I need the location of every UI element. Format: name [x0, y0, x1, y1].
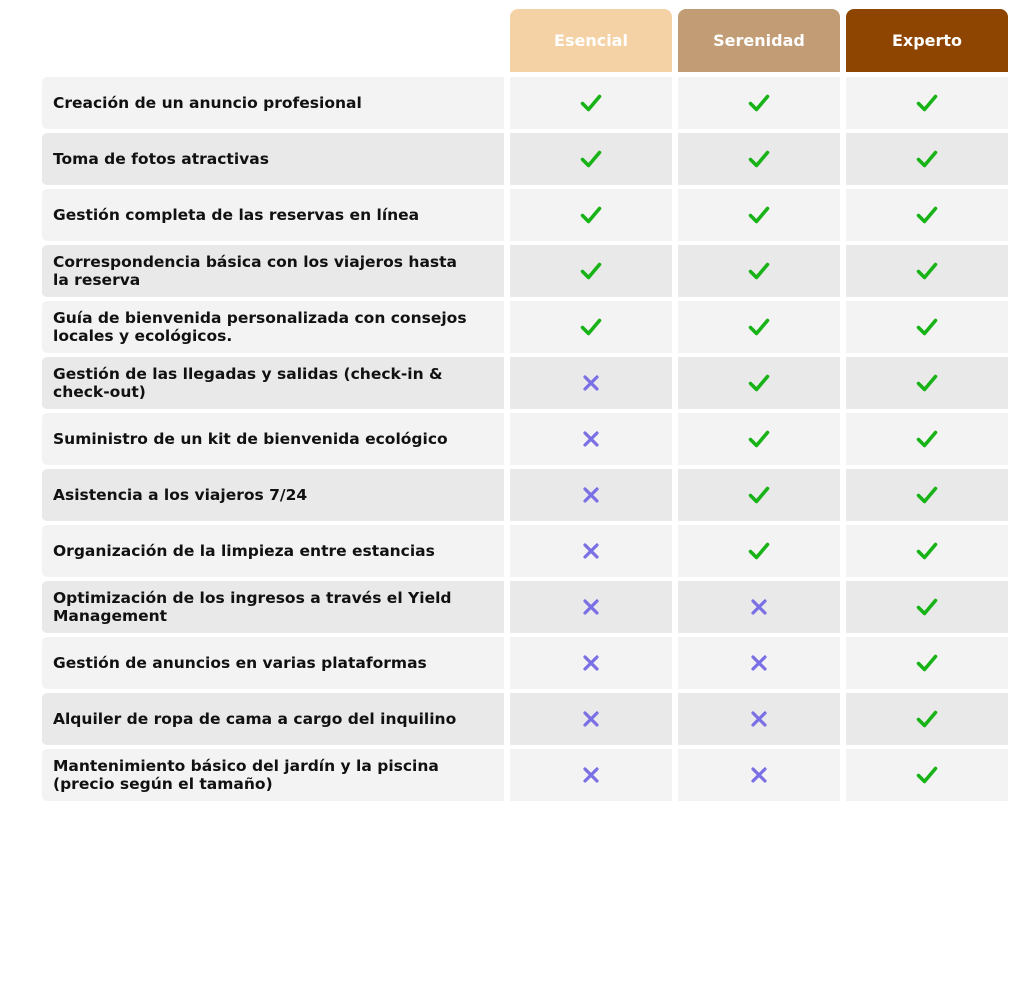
- check-icon: [916, 373, 938, 393]
- cell-esencial: [510, 469, 672, 521]
- cell-experto: [846, 469, 1008, 521]
- check-icon: [748, 429, 770, 449]
- cross-icon: [582, 710, 600, 728]
- cross-icon: [582, 654, 600, 672]
- check-icon: [916, 541, 938, 561]
- plan-header-esencial: Esencial: [510, 9, 672, 72]
- check-icon: [748, 317, 770, 337]
- cell-serenidad: [678, 245, 840, 297]
- table-row: [42, 693, 1008, 745]
- cross-icon: [750, 766, 768, 784]
- cell-experto: [846, 301, 1008, 353]
- cross-icon: [750, 710, 768, 728]
- check-icon: [748, 93, 770, 113]
- check-icon: [916, 429, 938, 449]
- cell-esencial: [510, 189, 672, 241]
- cross-icon: [582, 374, 600, 392]
- cross-icon: [582, 486, 600, 504]
- table-row: [42, 77, 1008, 129]
- cell-serenidad: [678, 469, 840, 521]
- feature-label: Alquiler de ropa de cama a cargo del inquilino: [42, 693, 504, 745]
- check-icon: [748, 149, 770, 169]
- cell-serenidad: [678, 301, 840, 353]
- cell-experto: [846, 525, 1008, 577]
- cross-icon: [582, 542, 600, 560]
- check-icon: [916, 765, 938, 785]
- feature-label: Organización de la limpieza entre estancias: [42, 525, 504, 577]
- cross-icon: [750, 654, 768, 672]
- cross-icon: [582, 766, 600, 784]
- cell-experto: [846, 749, 1008, 801]
- check-icon: [916, 149, 938, 169]
- comparison-table: [42, 9, 1008, 805]
- check-icon: [916, 709, 938, 729]
- cell-experto: [846, 413, 1008, 465]
- cell-serenidad: [678, 357, 840, 409]
- check-icon: [916, 653, 938, 673]
- cell-experto: [846, 133, 1008, 185]
- feature-rows: [42, 77, 1008, 801]
- cell-esencial: [510, 77, 672, 129]
- check-icon: [580, 93, 602, 113]
- cell-serenidad: [678, 189, 840, 241]
- cell-esencial: [510, 413, 672, 465]
- table-row: [42, 189, 1008, 241]
- cross-icon: [750, 598, 768, 616]
- cell-esencial: [510, 525, 672, 577]
- plan-header-experto: Experto: [846, 9, 1008, 72]
- table-row: [42, 749, 1008, 801]
- cell-experto: [846, 245, 1008, 297]
- table-row: [42, 525, 1008, 577]
- feature-label: Gestión completa de las reservas en línea: [42, 189, 504, 241]
- feature-label: Suministro de un kit de bienvenida ecológico: [42, 413, 504, 465]
- check-icon: [916, 317, 938, 337]
- cell-serenidad: [678, 77, 840, 129]
- feature-label: Correspondencia básica con los viajeros hasta la reserva: [42, 245, 504, 297]
- cell-esencial: [510, 637, 672, 689]
- header-spacer: [42, 9, 504, 72]
- cell-experto: [846, 693, 1008, 745]
- feature-label: Optimización de los ingresos a través el Yield Management: [42, 581, 504, 633]
- check-icon: [916, 261, 938, 281]
- cross-icon: [582, 598, 600, 616]
- cell-serenidad: [678, 133, 840, 185]
- cross-icon: [582, 430, 600, 448]
- table-row: [42, 133, 1008, 185]
- cell-serenidad: [678, 749, 840, 801]
- check-icon: [916, 485, 938, 505]
- feature-label: Guía de bienvenida personalizada con consejos locales y ecológicos.: [42, 301, 504, 353]
- feature-label: Gestión de anuncios en varias plataformas: [42, 637, 504, 689]
- cell-esencial: [510, 357, 672, 409]
- check-icon: [916, 597, 938, 617]
- cell-esencial: [510, 749, 672, 801]
- cell-esencial: [510, 581, 672, 633]
- check-icon: [580, 149, 602, 169]
- check-icon: [580, 317, 602, 337]
- cell-serenidad: [678, 413, 840, 465]
- cell-esencial: [510, 245, 672, 297]
- table-row: [42, 245, 1008, 297]
- cell-esencial: [510, 693, 672, 745]
- cell-serenidad: [678, 525, 840, 577]
- table-row: [42, 413, 1008, 465]
- cell-serenidad: [678, 693, 840, 745]
- table-row: [42, 301, 1008, 353]
- cell-serenidad: [678, 637, 840, 689]
- feature-label: Gestión de las llegadas y salidas (check-in & check-out): [42, 357, 504, 409]
- check-icon: [748, 485, 770, 505]
- feature-label: Mantenimiento básico del jardín y la piscina (precio según el tamaño): [42, 749, 504, 801]
- table-row: [42, 469, 1008, 521]
- check-icon: [748, 541, 770, 561]
- cell-esencial: [510, 301, 672, 353]
- check-icon: [748, 373, 770, 393]
- check-icon: [748, 261, 770, 281]
- feature-label: Creación de un anuncio profesional: [42, 77, 504, 129]
- check-icon: [748, 205, 770, 225]
- check-icon: [916, 205, 938, 225]
- cell-esencial: [510, 133, 672, 185]
- cell-serenidad: [678, 581, 840, 633]
- plan-header-serenidad: Serenidad: [678, 9, 840, 72]
- check-icon: [580, 205, 602, 225]
- cell-experto: [846, 637, 1008, 689]
- cell-experto: [846, 189, 1008, 241]
- cell-experto: [846, 77, 1008, 129]
- cell-experto: [846, 581, 1008, 633]
- check-icon: [580, 261, 602, 281]
- plan-header-row: [42, 9, 1008, 72]
- table-row: [42, 637, 1008, 689]
- feature-label: Asistencia a los viajeros 7/24: [42, 469, 504, 521]
- feature-label: Toma de fotos atractivas: [42, 133, 504, 185]
- table-row: [42, 357, 1008, 409]
- cell-experto: [846, 357, 1008, 409]
- check-icon: [916, 93, 938, 113]
- table-row: [42, 581, 1008, 633]
